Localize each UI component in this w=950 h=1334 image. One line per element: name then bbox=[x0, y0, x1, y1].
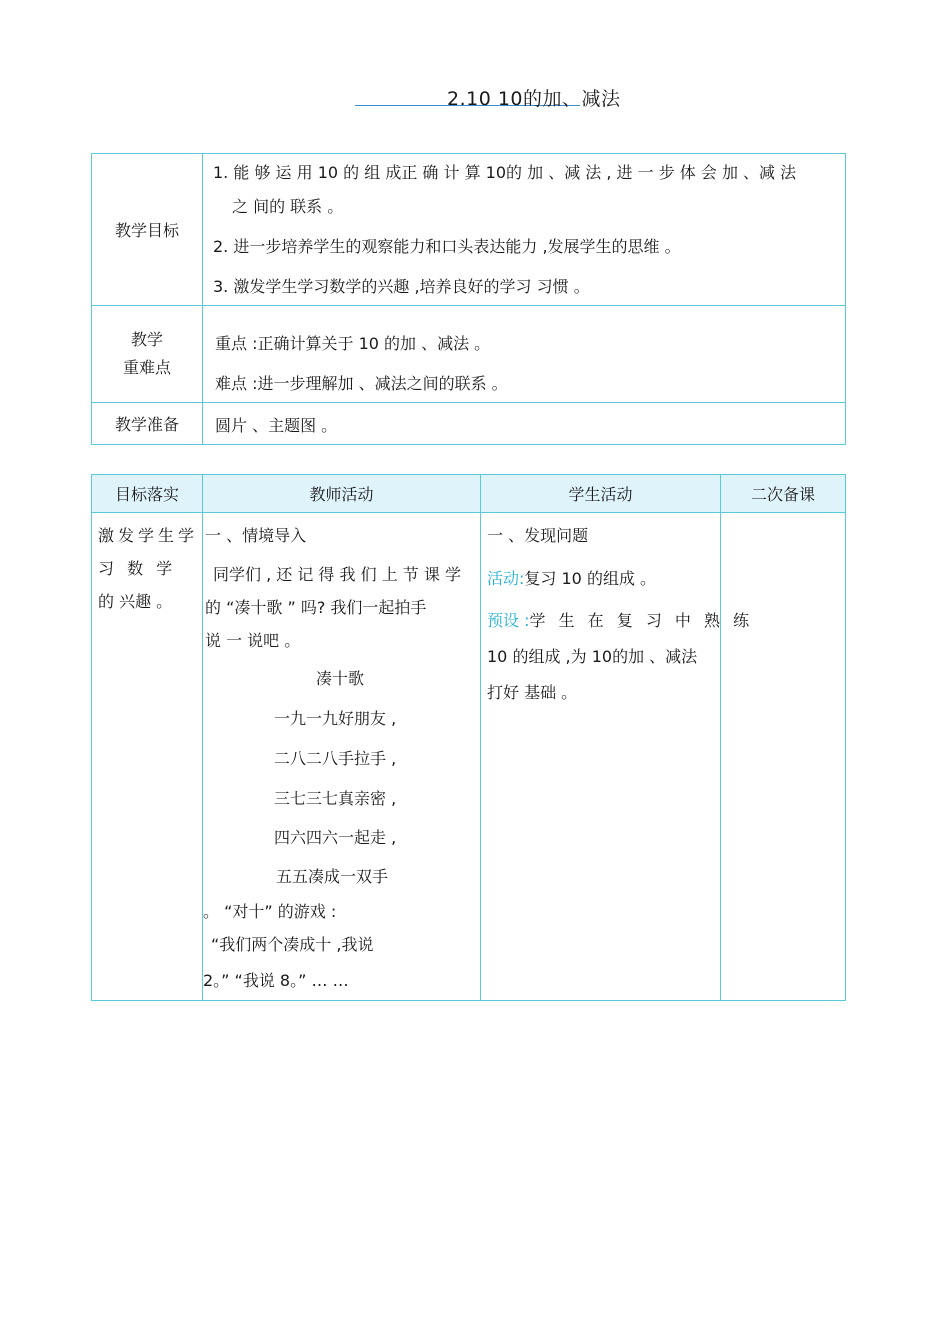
key-label-2: 重难点 bbox=[122, 358, 171, 377]
goals-cell bbox=[203, 154, 846, 306]
backup-cell bbox=[721, 513, 846, 1001]
teacher-cell bbox=[203, 513, 481, 1001]
game-line-3: 2。” “我说 8。” … … bbox=[203, 971, 349, 990]
preset-label: 预设 : bbox=[487, 611, 530, 630]
activity-text: 复习 10 的组成 。 bbox=[524, 569, 657, 588]
header-goal: 目标落实 bbox=[92, 475, 203, 513]
goals-label: 教学目标 bbox=[92, 154, 203, 306]
difficult-point: 难点 :进一步理解加 、减法之间的联系 。 bbox=[215, 374, 508, 393]
preset-line-1: 学 生 在 复 习 中 熟 练 bbox=[529, 611, 754, 630]
preset-row bbox=[487, 608, 754, 631]
student-section: 一 、发现问题 bbox=[487, 526, 589, 545]
song-title: 凑十歌 bbox=[316, 669, 365, 688]
activity-label: 活动: bbox=[487, 569, 525, 588]
key-point: 重点 :正确计算关于 10 的加 、减法 。 bbox=[215, 334, 491, 353]
goal-line-c: 的 兴趣 。 bbox=[98, 592, 173, 611]
header-student: 学生活动 bbox=[481, 475, 721, 513]
prep-text: 圆片 、主题图 。 bbox=[215, 416, 338, 435]
activity-table bbox=[91, 474, 846, 1001]
goal-line-b: 习 数 学 bbox=[98, 559, 173, 578]
goal-line-1: 1. 能 够 运 用 10 的 组 成正 确 计 算 10的 加 、减 法 , 进 一 步 体 会 加 、减 法 bbox=[213, 163, 797, 182]
goal-line-a: 激发学生学 bbox=[98, 526, 199, 545]
intro-line-2: 的 “凑十歌 ” 吗? 我们一起拍手 bbox=[205, 598, 427, 617]
goal-line-3: 3. 激发学生学习数学的兴趣 ,培养良好的学习 习惯 。 bbox=[213, 277, 590, 296]
game-line-2: “我们两个凑成十 ,我说 bbox=[211, 935, 374, 954]
prep-label: 教学准备 bbox=[92, 403, 203, 445]
intro-line-1: 同学们 , 还 记 得 我 们 上 节 课 学 bbox=[213, 565, 461, 584]
preset-line-2: 10 的组成 ,为 10的加 、减法 bbox=[487, 647, 698, 666]
goal-line-2: 2. 进一步培养学生的观察能力和口头表达能力 ,发展学生的思维 。 bbox=[213, 237, 681, 256]
key-points-label bbox=[92, 306, 203, 403]
title-block bbox=[355, 84, 655, 114]
preset-line-3: 打好 基础 。 bbox=[487, 683, 578, 702]
key-label-1: 教学 bbox=[130, 330, 163, 349]
key-points-cell bbox=[203, 306, 846, 403]
student-cell bbox=[481, 513, 754, 1001]
header-teacher: 教师活动 bbox=[203, 475, 481, 513]
prep-cell bbox=[203, 403, 846, 445]
header-backup: 二次备课 bbox=[721, 475, 846, 513]
goal-line-1b: 之 间的 联系 。 bbox=[232, 197, 344, 216]
teacher-section: 一 、情境导入 bbox=[205, 526, 307, 545]
page-title: 2.10 10的加、减法 bbox=[447, 88, 621, 110]
intro-line-3: 说 一 说吧 。 bbox=[205, 631, 301, 650]
song-line-1: 一九一九好朋友 , bbox=[274, 709, 397, 728]
goal-cell bbox=[92, 513, 203, 1001]
song-line-2: 二八二八手拉手 , bbox=[274, 749, 397, 768]
song-line-3: 三七三七真亲密 , bbox=[274, 789, 397, 808]
activity-row bbox=[487, 566, 656, 589]
song-line-4: 四六四六一起走 , bbox=[274, 828, 397, 847]
objectives-table bbox=[91, 153, 846, 445]
game-line-1: 。 “对十” 的游戏 : bbox=[203, 902, 337, 921]
song-line-5: 五五凑成一双手 bbox=[276, 867, 389, 886]
